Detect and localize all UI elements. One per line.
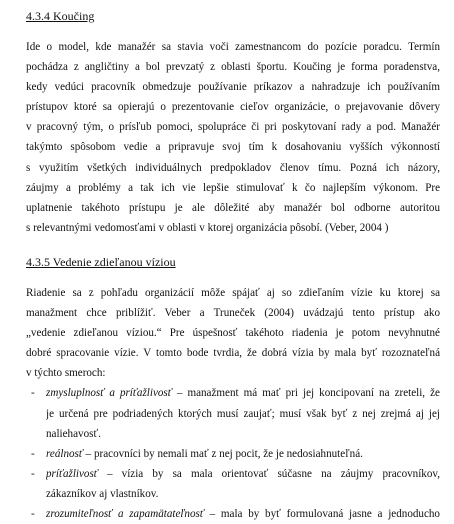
list-item-term: zrozumiteľnosť a zapamätateľnosť xyxy=(46,507,204,520)
list-item xyxy=(26,444,440,464)
text-line: prístupov ktoré sa opierajú o prezentovanie cieľov organizácie, o prejavovanie dôvery xyxy=(26,101,440,114)
paragraph-koucing xyxy=(26,37,440,238)
list-dash: - xyxy=(31,507,35,520)
section-heading-koucing: 4.3.4 Koučing xyxy=(26,9,95,23)
list-item-term: zmysluplnosť a príťažlivosť xyxy=(46,387,172,400)
list-item-text: – pracovníci by nemali mať z nej pocit, že je nedosiahnuteľná. xyxy=(82,447,363,460)
text-line xyxy=(46,444,440,464)
text-line: kedy vedúci pracovník obmedzuje používanie príkazov a nahradzuje ich používaním xyxy=(26,81,440,94)
vision-criteria-list xyxy=(26,383,440,524)
text-line: „vedenie zdieľanou víziou.“ Pre úspešnosť takéhoto riadenia je potom nevyhnutné xyxy=(26,327,440,340)
text-line: manažment chce priblížiť. Veber a Truneček (2004) uvádzajú tento prístup ako xyxy=(26,307,440,320)
list-item-text: – mala by byť formulovaná jasne a jednoducho xyxy=(203,507,440,520)
section-heading-vedenie-viziou: 4.3.5 Vedenie zdieľanou víziou xyxy=(26,254,176,269)
list-item-text: – vízia by sa mala orientovať súčasne na záujmy pracovníkov, xyxy=(97,467,440,480)
text-line xyxy=(46,464,440,484)
text-line: je určená pre podriadených ktorých musí zaujať; musí však byť z nej zrejmá aj jej xyxy=(46,407,440,420)
text-line: zákazníkov aj vlastníkov. xyxy=(46,487,159,500)
list-item xyxy=(26,504,440,524)
text-line: s relevantnými vedomosťami v oblasti v ktorej organizácia pôsobí. (Veber, 2004 ) xyxy=(26,221,389,234)
text-line: záujmy a problémy a tak ich vie lepšie stimulovať k čo najlepším výkonom. Pre xyxy=(26,181,440,194)
list-item-term: reálnosť xyxy=(46,447,83,460)
list-item-term: príťažlivosť xyxy=(46,467,98,480)
text-line: Riadenie sa z pohľadu organizácií môže spájať aj so zdieľaním vízie ku ktorej sa xyxy=(26,286,440,299)
text-line: pochádza z angličtiny a bol prevzatý z oblasti športu. Koučing je forma poradenstva, xyxy=(26,61,440,74)
list-item-text: – manažment má mať pri jej koncipovaní na zreteli, že xyxy=(171,387,440,400)
text-line: naliehavosť. xyxy=(46,427,101,440)
paragraph-vedenie-viziou xyxy=(26,283,440,383)
text-line: Ide o model, kde manažér sa stavia voči zamestnancom do pozície poradcu. Termín xyxy=(26,41,440,53)
list-item xyxy=(26,383,440,443)
text-line: takýmto spôsobom vedie a pripravuje svoj tím k dosahovaniu vyšších výkonností xyxy=(26,141,440,154)
text-line: s využitím všetkých individuálnych predpokladov členov tímu. Pozná ich názory, xyxy=(26,161,440,174)
text-line: v pracovný tým, o prísľub pomoci, spolupráce či pri poskytovaní rady a pod. Manažér xyxy=(26,121,440,134)
text-line: uplatnenie takéhoto prístupu je ale dôležité aby manažér bol odborne autoritou xyxy=(26,201,440,214)
list-item xyxy=(26,464,440,504)
text-line xyxy=(46,504,440,524)
list-dash: - xyxy=(31,467,35,480)
text-line: v týchto smeroch: xyxy=(26,367,106,380)
list-dash: - xyxy=(31,387,35,400)
text-line: dobré spracovanie vízie. V tomto bode tvrdia, že dobrá vízia by mala byť rozoznateľná xyxy=(26,347,440,360)
text-line xyxy=(46,383,440,403)
list-dash: - xyxy=(31,447,35,460)
